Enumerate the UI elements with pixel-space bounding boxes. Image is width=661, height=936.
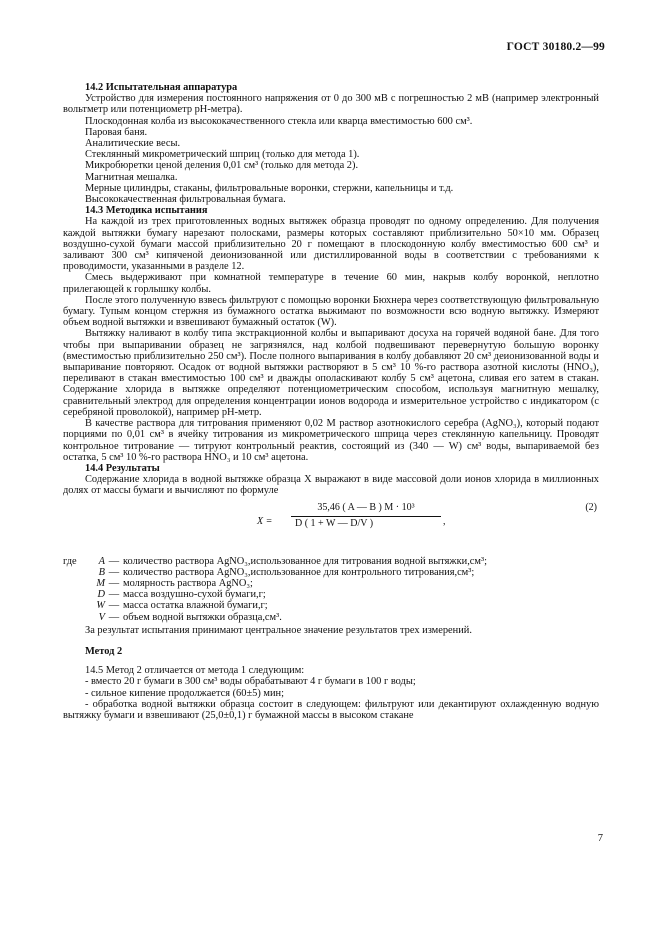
method-2-heading: Метод 2 [85,645,123,657]
definition-symbol: M [96,577,105,589]
equipment-item: Высококачественная фильтровальная бумага. [85,194,286,206]
equipment-item: Стеклянный микрометрический шприц (только для метода 1). [85,149,360,161]
definition-symbol: B [98,566,105,578]
definition-dash: — [108,577,120,589]
definition-text: масса остатка влажной бумаги,г; [123,600,268,612]
where-label: где [63,555,77,567]
procedure-paragraph: Смесь выдерживают при комнатной температуре в течение 60 мин, накрыв колбу воронкой, неплотно прилегающей к горлышку колбы. [63,272,599,295]
document-body [63,82,599,721]
fraction-bar [291,516,441,517]
procedure-paragraph: В качестве раствора для титрования применяют 0,02 М раствор азотнокислого серебра (AgNO₃), который подают порциями по 0,01 см³ в ячейку титрования из микрометрического шприца через стеклянную капельницу. Проводят контрольное титрование — титруют контрольный реактив, состоящий из (340 — W) см³ воды, выпариваемой без остатка, 5 см³ 10 %-го раствора HNO₃ и 10 см³ ацетона. [63,418,599,463]
formula-number: (2) [585,501,597,513]
results-intro: Содержание хлорида в водной вытяжке образца X выражают в виде массовой доли ионов хлорида в миллионных долях от массы бумаги и вычисляют по формуле [63,474,599,497]
method-2-intro: 14.5 Метод 2 отличается от метода 1 следующим: [85,665,305,677]
definition-text: количество раствора AgNO₃,использованное для контрольного титрования,см³; [123,566,475,578]
definition-row [63,612,599,623]
equipment-item: Устройство для измерения постоянного напряжения от 0 до 300 мВ с погрешностью 2 мВ (например электронный вольтметр или потенциометр рН-метра). [63,93,599,116]
definition-dash: — [108,589,120,601]
formula-denominator: D ( 1 + W — D/V ) [295,517,374,529]
method-2-item: - сильное кипение продолжается (60±5) мин; [85,687,284,699]
definition-dash: — [108,555,120,567]
definition-text: масса воздушно-сухой бумаги,г; [123,589,266,601]
formula-numerator: 35,46 ( A — B ) M · 10³ [317,501,415,513]
equipment-item: Аналитические весы. [85,138,181,150]
section-heading-14-4: 14.4 Результаты [85,462,160,474]
formula-lhs: X = [257,515,273,527]
equipment-item: Паровая баня. [85,126,148,138]
method-2-item: - обработка водной вытяжки образца состоит в следующем: фильтруют или декантируют охлажденную водную вытяжку бумаги и взвешивают (25,0±0,1) г бумажной массы в высоком стакане [63,698,599,721]
definition-text: молярность раствора AgNO₃; [123,577,253,589]
page-number: 7 [597,833,603,844]
definition-text: количество раствора AgNO₃,использованное для титрования водной вытяжки,см³; [123,555,487,567]
document-code-header: ГОСТ 30180.2—99 [506,41,605,53]
definition-row [63,567,599,578]
definition-symbol: D [97,589,105,601]
formula-fraction [291,502,441,529]
section-heading-14-2: 14.2 Испытательная аппаратура [85,82,238,93]
definition-row [63,589,599,600]
formula-comma: , [443,515,446,527]
definition-symbol: A [98,555,105,567]
equipment-item: Мерные цилиндры, стаканы, фильтровальные воронки, стержни, капельницы и т.д. [85,182,454,194]
definition-dash: — [108,611,120,623]
definition-row [63,578,599,589]
definition-dash: — [108,600,120,612]
equipment-item: Плоскодонная колба из высококачественного стекла или кварца вместимостью 600 см³. [85,115,473,127]
definition-row [63,556,599,567]
equipment-item: Микробюретки ценой деления 0,01 см³ (только для метода 2). [85,160,359,172]
definition-symbol: W [96,600,105,612]
definition-dash: — [108,566,120,578]
definition-symbol: V [98,611,105,623]
equipment-item: Магнитная мешалка. [85,171,178,183]
procedure-paragraph: После этого полученную взвесь фильтруют с помощью воронки Бюхнера через соответствующую фильтровальную бумагу. Тупым концом стержня из бумажного остатка выжимают по возможности всю водную вытяжку. Измеряют объем водной вытяжки и взвешивают бумажный остаток (W). [63,294,599,329]
procedure-paragraph: Вытяжку наливают в колбу типа экстракционной колбы и выпаривают досуха на горячей водяной бане. Для того чтобы при выпаривании образец не загрязнялся, над колбой подвешивают перевернутую большую воронку (вместимостью приблизительно 250 см³). После полного выпаривания в колбу добавляют 20 см³ деионизованной воды и выпаривание повторяют. Осадок от водной вытяжки растворяют в 5 см³ 10 %-го раствора азотной кислоты (HNO₃), переливают в стакан вместимостью 100 см³ и дважды ополаскивают колбу 5 см³ ацетона, сливая его затем в стакан. Содержание хлорида в вытяжке определяют потенциометрическим способом, используя магнитную мешалку, сравнительный электрод для определения концентрации ионов водорода и измерительное устройство с индикатором (с серебряной проволокой), например рН-метр. [63,328,599,418]
variable-definitions [63,556,599,623]
result-note: За результат испытания принимают центральное значение результатов трех измерений. [85,624,472,636]
definition-text: объем водной вытяжки образца,см³. [123,611,282,623]
section-heading-14-3: 14.3 Методика испытания [85,205,208,217]
definition-row [63,600,599,611]
method-2-item: - вместо 20 г бумаги в 300 см³ воды обрабатывают 4 г бумаги в 100 г воды; [85,676,416,688]
procedure-paragraph: На каждой из трех приготовленных водных вытяжек образца проводят по одному определению. Для получения каждой вытяжки бумагу нарезают полосками, размеры которых составляют приблизительно 50×10 мм. Образец воздушно-сухой бумаги массой приблизительно 20 г помещают в плоскодонную колбу вместимостью 600 см³ и заливают 300 см³ кипяченой деионизованной или дистиллированной воды в соответствии с требованиями к проводимости, указанными в разделе 12. [63,216,599,273]
formula-2 [63,502,599,552]
